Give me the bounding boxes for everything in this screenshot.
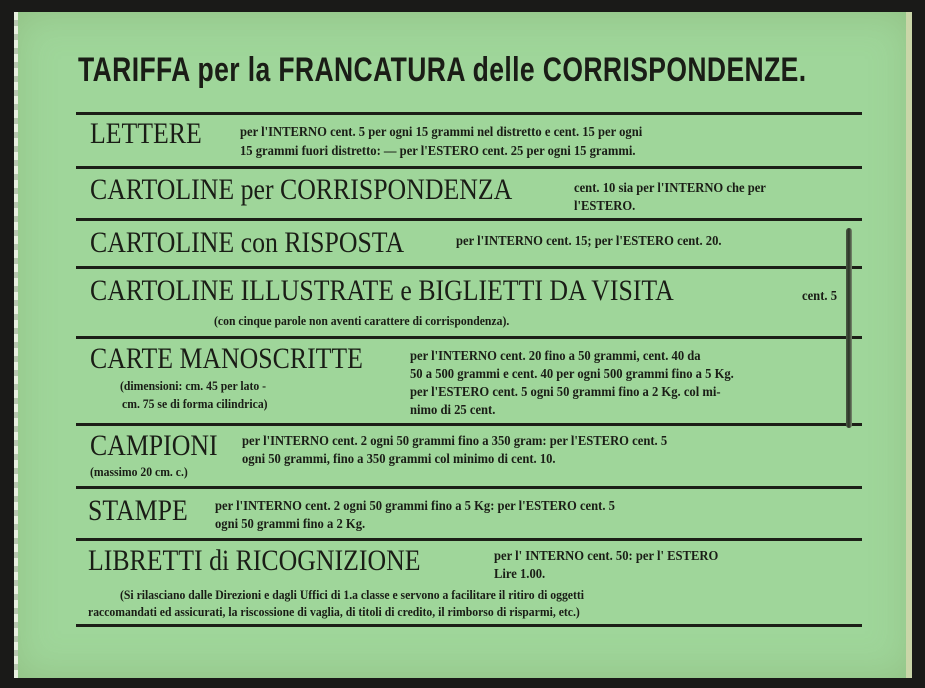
campioni-note: (massimo 20 cm. c.) [90, 464, 188, 479]
libretti-line1: per l' INTERNO cent. 50: per l' ESTERO [494, 549, 719, 564]
lettere-line1: per l'INTERNO cent. 5 per ogni 15 grammi nel distretto e cent. 15 per ogni [240, 125, 643, 140]
staple-mark [846, 228, 852, 428]
carte-manoscritte-note1: (dimensioni: cm. 45 per lato - [120, 378, 267, 393]
page-title: TARIFFA per la FRANCATURA delle CORRISPONDENZE. [78, 51, 807, 89]
divider [76, 624, 862, 627]
cartoline-illustrate-price: cent. 5 [802, 289, 838, 304]
cartoline-risposta-line1: per l'INTERNO cent. 15; per l'ESTERO cent. 20. [456, 234, 722, 249]
lettere-line2: 15 grammi fuori distretto: — per l'ESTERO cent. 25 per ogni 15 grammi. [240, 144, 636, 159]
libretti-heading: LIBRETTI di RICOGNIZIONE [88, 544, 421, 577]
carte-manoscritte-line1: per l'INTERNO cent. 20 fino a 50 grammi, cent. 40 da [410, 349, 701, 364]
stampe-line1: per l'INTERNO cent. 2 ogni 50 grammi fino a 5 Kg: per l'ESTERO cent. 5 [215, 499, 615, 514]
cartoline-risposta-heading: CARTOLINE con RISPOSTA [90, 226, 405, 259]
campioni-heading: CAMPIONI [90, 429, 218, 462]
divider [76, 423, 862, 426]
lettere-heading: LETTERE [90, 117, 202, 150]
libretti-note1: (Si rilasciano dalle Direzioni e dagli Uffici di 1.a classe e servono a facilitare il ritiro di oggetti [120, 587, 585, 602]
carte-manoscritte-note2: cm. 75 se di forma cilindrica) [122, 396, 268, 411]
cartoline-corrispondenza-line2: l'ESTERO. [574, 199, 636, 214]
libretti-line2: Lire 1.00. [494, 567, 546, 582]
divider [76, 336, 862, 339]
stampe-heading: STAMPE [88, 494, 188, 527]
carte-manoscritte-line2: 50 a 500 grammi e cent. 40 per ogni 500 grammi fino a 5 Kg. [410, 367, 734, 382]
cartoline-illustrate-note: (con cinque parole non aventi carattere di corrispondenza). [214, 313, 510, 328]
divider [76, 166, 862, 169]
divider [76, 486, 862, 489]
divider [76, 112, 862, 115]
libretti-note2: raccomandati ed assicurati, la riscossione di vaglia, di titoli di credito, il rimborso di risparmi, etc.) [88, 604, 580, 619]
cartoline-corrispondenza-heading: CARTOLINE per CORRISPONDENZA [90, 173, 513, 206]
campioni-line2: ogni 50 grammi, fino a 350 grammi col minimo di cent. 10. [242, 452, 556, 467]
campioni-line1: per l'INTERNO cent. 2 ogni 50 grammi fino a 350 gram: per l'ESTERO cent. 5 [242, 434, 668, 449]
perforated-edge [14, 12, 18, 678]
divider [76, 538, 862, 541]
stampe-line2: ogni 50 grammi fino a 2 Kg. [215, 517, 366, 532]
divider [76, 266, 862, 269]
cartoline-corrispondenza-line1: cent. 10 sia per l'INTERNO che per [574, 181, 766, 196]
cartoline-illustrate-heading: CARTOLINE ILLUSTRATE e BIGLIETTI DA VISITA [90, 274, 674, 307]
carte-manoscritte-line3: per l'ESTERO cent. 5 ogni 50 grammi fino a 2 Kg. col mi- [410, 385, 721, 400]
carte-manoscritte-line4: nimo di 25 cent. [410, 403, 496, 418]
carte-manoscritte-heading: CARTE MANOSCRITTE [90, 342, 363, 375]
divider [76, 218, 862, 221]
